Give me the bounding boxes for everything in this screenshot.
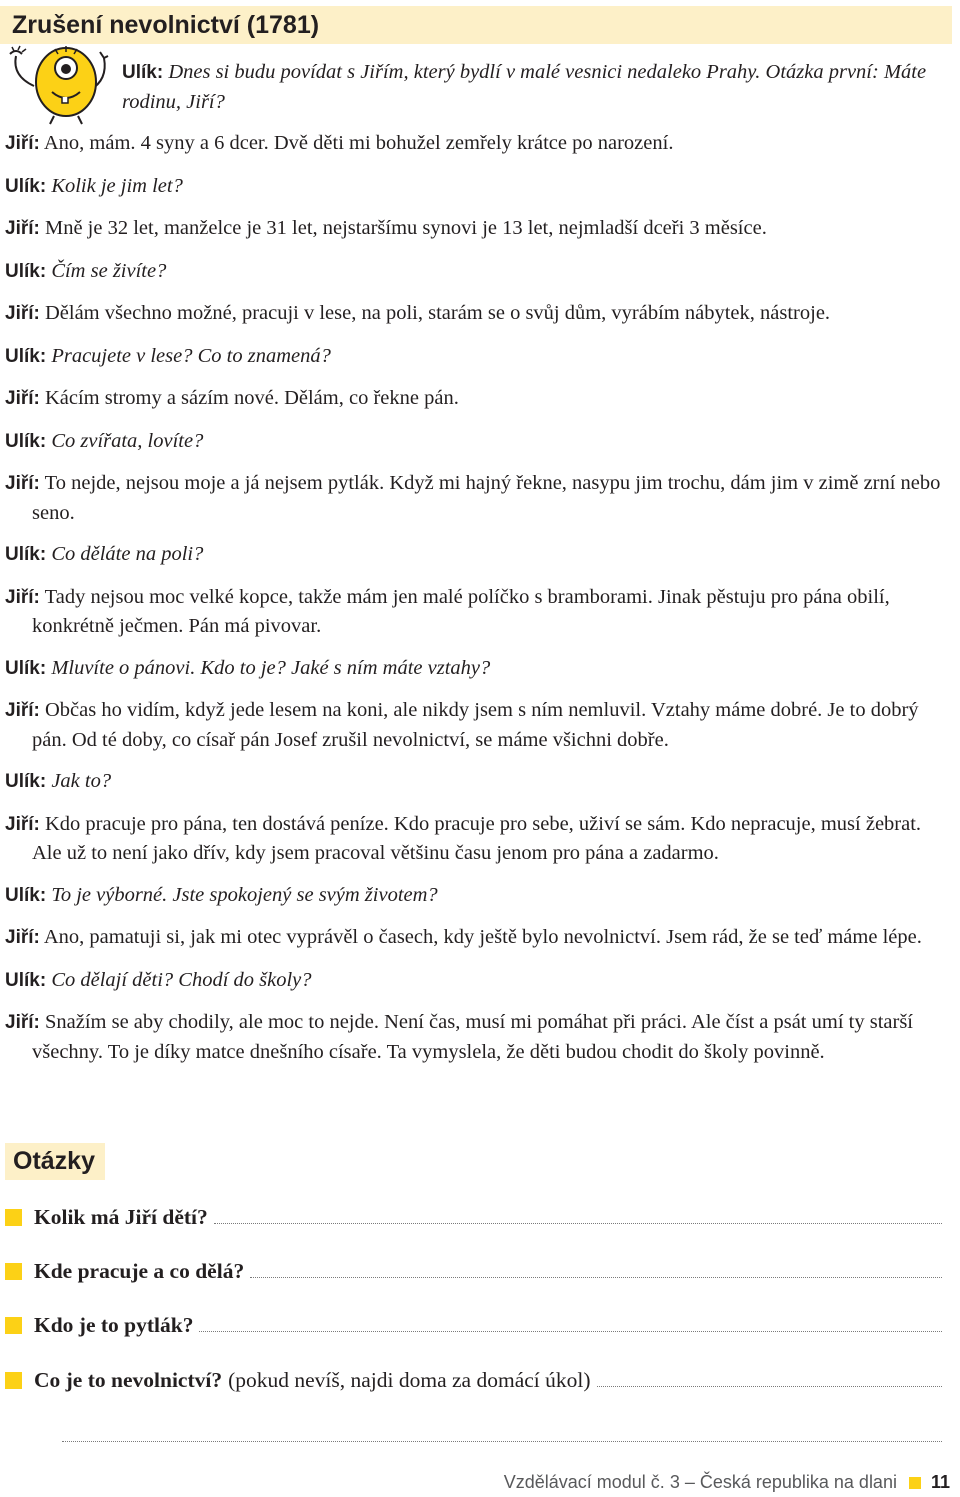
answer-line[interactable] — [199, 1317, 942, 1332]
speaker-name: Jiří: — [5, 927, 40, 948]
dialog-text: Ano, mám. 4 syny a 6 dcer. Dvě děti mi bohužel zemřely krátce po narození. — [43, 132, 674, 154]
page-number: 11 — [930, 1472, 950, 1492]
question-item — [5, 1313, 942, 1343]
dialog-text: Dnes si budu povídat s Jiřím, který bydlí v malé vesnici nedaleko Prahy. Otázka první: Máte rodinu, Jiří? — [122, 61, 927, 113]
square-bullet-icon — [5, 1263, 22, 1280]
speaker-name: Jiří: — [5, 1012, 40, 1033]
dialog-text: Ano, pamatuji si, jak mi otec vyprávěl o časech, kdy ještě bylo nevolnictví. Jsem rád, že se teď máme lépe. — [43, 926, 922, 948]
footer-module-name: Vzdělávací modul č. 3 – Česká republika na dlani — [503, 1472, 897, 1492]
question-item — [5, 1259, 942, 1289]
dialog-text: Co zvířata, lovíte? — [51, 429, 204, 452]
speaker-name: Ulík: — [5, 175, 47, 197]
answer-line-extra[interactable] — [62, 1441, 942, 1442]
dialog-text: Snažím se aby chodily, ale moc to nejde. Není čas, musí mi pomáhat při práci. Ale číst a psát umí ty starší všechny. To je díky matce dnešního císaře. Ta vymyslela, že děti budou chodit do školy povinně. — [32, 1011, 913, 1063]
speaker-name: Jiří: — [5, 586, 40, 608]
speaker-name: Ulík: — [5, 771, 47, 792]
dialog-line — [0, 966, 952, 996]
speaker-name: Jiří: — [5, 133, 40, 154]
question-label: Kdo je to pytlák? — [34, 1313, 194, 1337]
dialog-text: Občas ho vidím, když jede lesem na koni, ale nikdy jsem s ním nemluvil. Vztahy máme dobré. Je to dobrý pán. Od té doby, co císař pán Josef zrušil nevolnictví, se máme všichni dobře. — [32, 699, 919, 751]
dialog-text: Kácím stromy a sázím nové. Dělám, co řekne pán. — [44, 387, 459, 409]
dialog-text: Kolik je jim let? — [51, 174, 183, 197]
answer-line[interactable] — [214, 1209, 942, 1224]
square-bullet-icon — [5, 1209, 22, 1226]
speaker-name: Ulík: — [5, 657, 47, 679]
dialog-text: Mně je 32 let, manželce je 31 let, nejstaršímu synovi je 13 let, nejmladší dceři 3 měsíce. — [44, 217, 767, 239]
answer-line[interactable] — [250, 1263, 942, 1278]
dialog-line — [0, 696, 952, 754]
dialog-line — [0, 342, 952, 372]
page-title: Zrušení nevolnictví (1781) — [12, 11, 320, 39]
square-bullet-icon — [5, 1372, 22, 1389]
speaker-name: Ulík: — [5, 430, 47, 452]
dialog-line — [0, 214, 952, 244]
dialog-line — [0, 172, 952, 202]
square-bullet-icon — [5, 1317, 22, 1334]
dialog-line — [0, 654, 952, 684]
dialog-line — [0, 129, 952, 159]
speaker-name: Jiří: — [5, 473, 40, 494]
question-item — [5, 1205, 942, 1235]
dialog-text: Co dělají děti? Chodí do školy? — [51, 968, 312, 991]
dialog-text: Dělám všechno možné, pracuji v lese, na poli, starám se o svůj dům, vyrábím nábytek, nástroje. — [44, 302, 831, 324]
dialog-line — [0, 427, 952, 457]
speaker-name: Jiří: — [5, 388, 40, 409]
answer-line[interactable] — [597, 1372, 942, 1387]
question-hint: (pokud nevíš, najdi doma za domácí úkol) — [228, 1368, 591, 1392]
dialog — [0, 58, 952, 1066]
dialog-line — [0, 583, 952, 641]
question-label: Co je to nevolnictví? — [34, 1368, 223, 1392]
dialog-text: To nejde, nejsou moje a já nejsem pytlák. Když mi hajný řekne, nasypu jim trochu, dám jim v zimě zrní nebo seno. — [32, 472, 941, 524]
question-label: Kde pracuje a co dělá? — [34, 1259, 245, 1283]
question-item — [5, 1368, 942, 1398]
dialog-line — [0, 257, 952, 287]
speaker-name: Ulík: — [5, 884, 47, 906]
dialog-line — [0, 469, 952, 527]
dialog-line — [0, 540, 952, 570]
dialog-text: Kdo pracuje pro pána, ten dostává peníze. Kdo pracuje pro sebe, uživí se sám. Kdo nepracuje, musí žebrat. Ale už to není jako dřív, kdy jsem pracoval většinu času jenom pro pána a zadarmo. — [32, 812, 922, 864]
dialog-line — [0, 767, 952, 797]
speaker-name: Jiří: — [5, 813, 40, 835]
speaker-name: Jiří: — [5, 700, 40, 721]
dialog-text: Mluvíte o pánovi. Kdo to je? Jaké s ním máte vztahy? — [51, 656, 491, 679]
speaker-name: Jiří: — [5, 303, 40, 324]
dialog-line — [0, 58, 952, 116]
dialog-line — [0, 881, 952, 911]
questions-heading: Otázky — [13, 1147, 95, 1175]
speaker-name: Ulík: — [5, 544, 47, 565]
dialog-line — [0, 810, 952, 868]
dialog-text: Čím se živíte? — [51, 259, 167, 282]
speaker-name: Ulík: — [5, 260, 47, 282]
dialog-text: Co děláte na poli? — [51, 543, 204, 565]
title-bar — [0, 6, 952, 44]
speaker-name: Ulík: — [122, 62, 164, 83]
dialog-text: Tady nejsou moc velké kopce, takže mám jen malé políčko s bramborami. Jinak pěstuju pro pána obilí, konkrétně ječmen. Pán má pivovar. — [32, 585, 890, 637]
dialog-line — [0, 384, 952, 414]
dialog-text: Pracujete v lese? Co to znamená? — [51, 344, 331, 367]
question-label: Kolik má Jiří dětí? — [34, 1205, 208, 1229]
dialog-text: Jak to? — [51, 770, 112, 792]
speaker-name: Jiří: — [5, 218, 40, 239]
dialog-text: To je výborné. Jste spokojený se svým životem? — [51, 883, 438, 906]
dialog-line — [0, 299, 952, 329]
square-bullet-icon — [909, 1477, 921, 1489]
dialog-line — [0, 923, 952, 953]
speaker-name: Ulík: — [5, 345, 47, 367]
page-footer — [504, 1472, 950, 1493]
dialog-line — [0, 1008, 952, 1066]
questions-heading-box — [5, 1143, 105, 1180]
speaker-name: Ulík: — [5, 969, 47, 991]
